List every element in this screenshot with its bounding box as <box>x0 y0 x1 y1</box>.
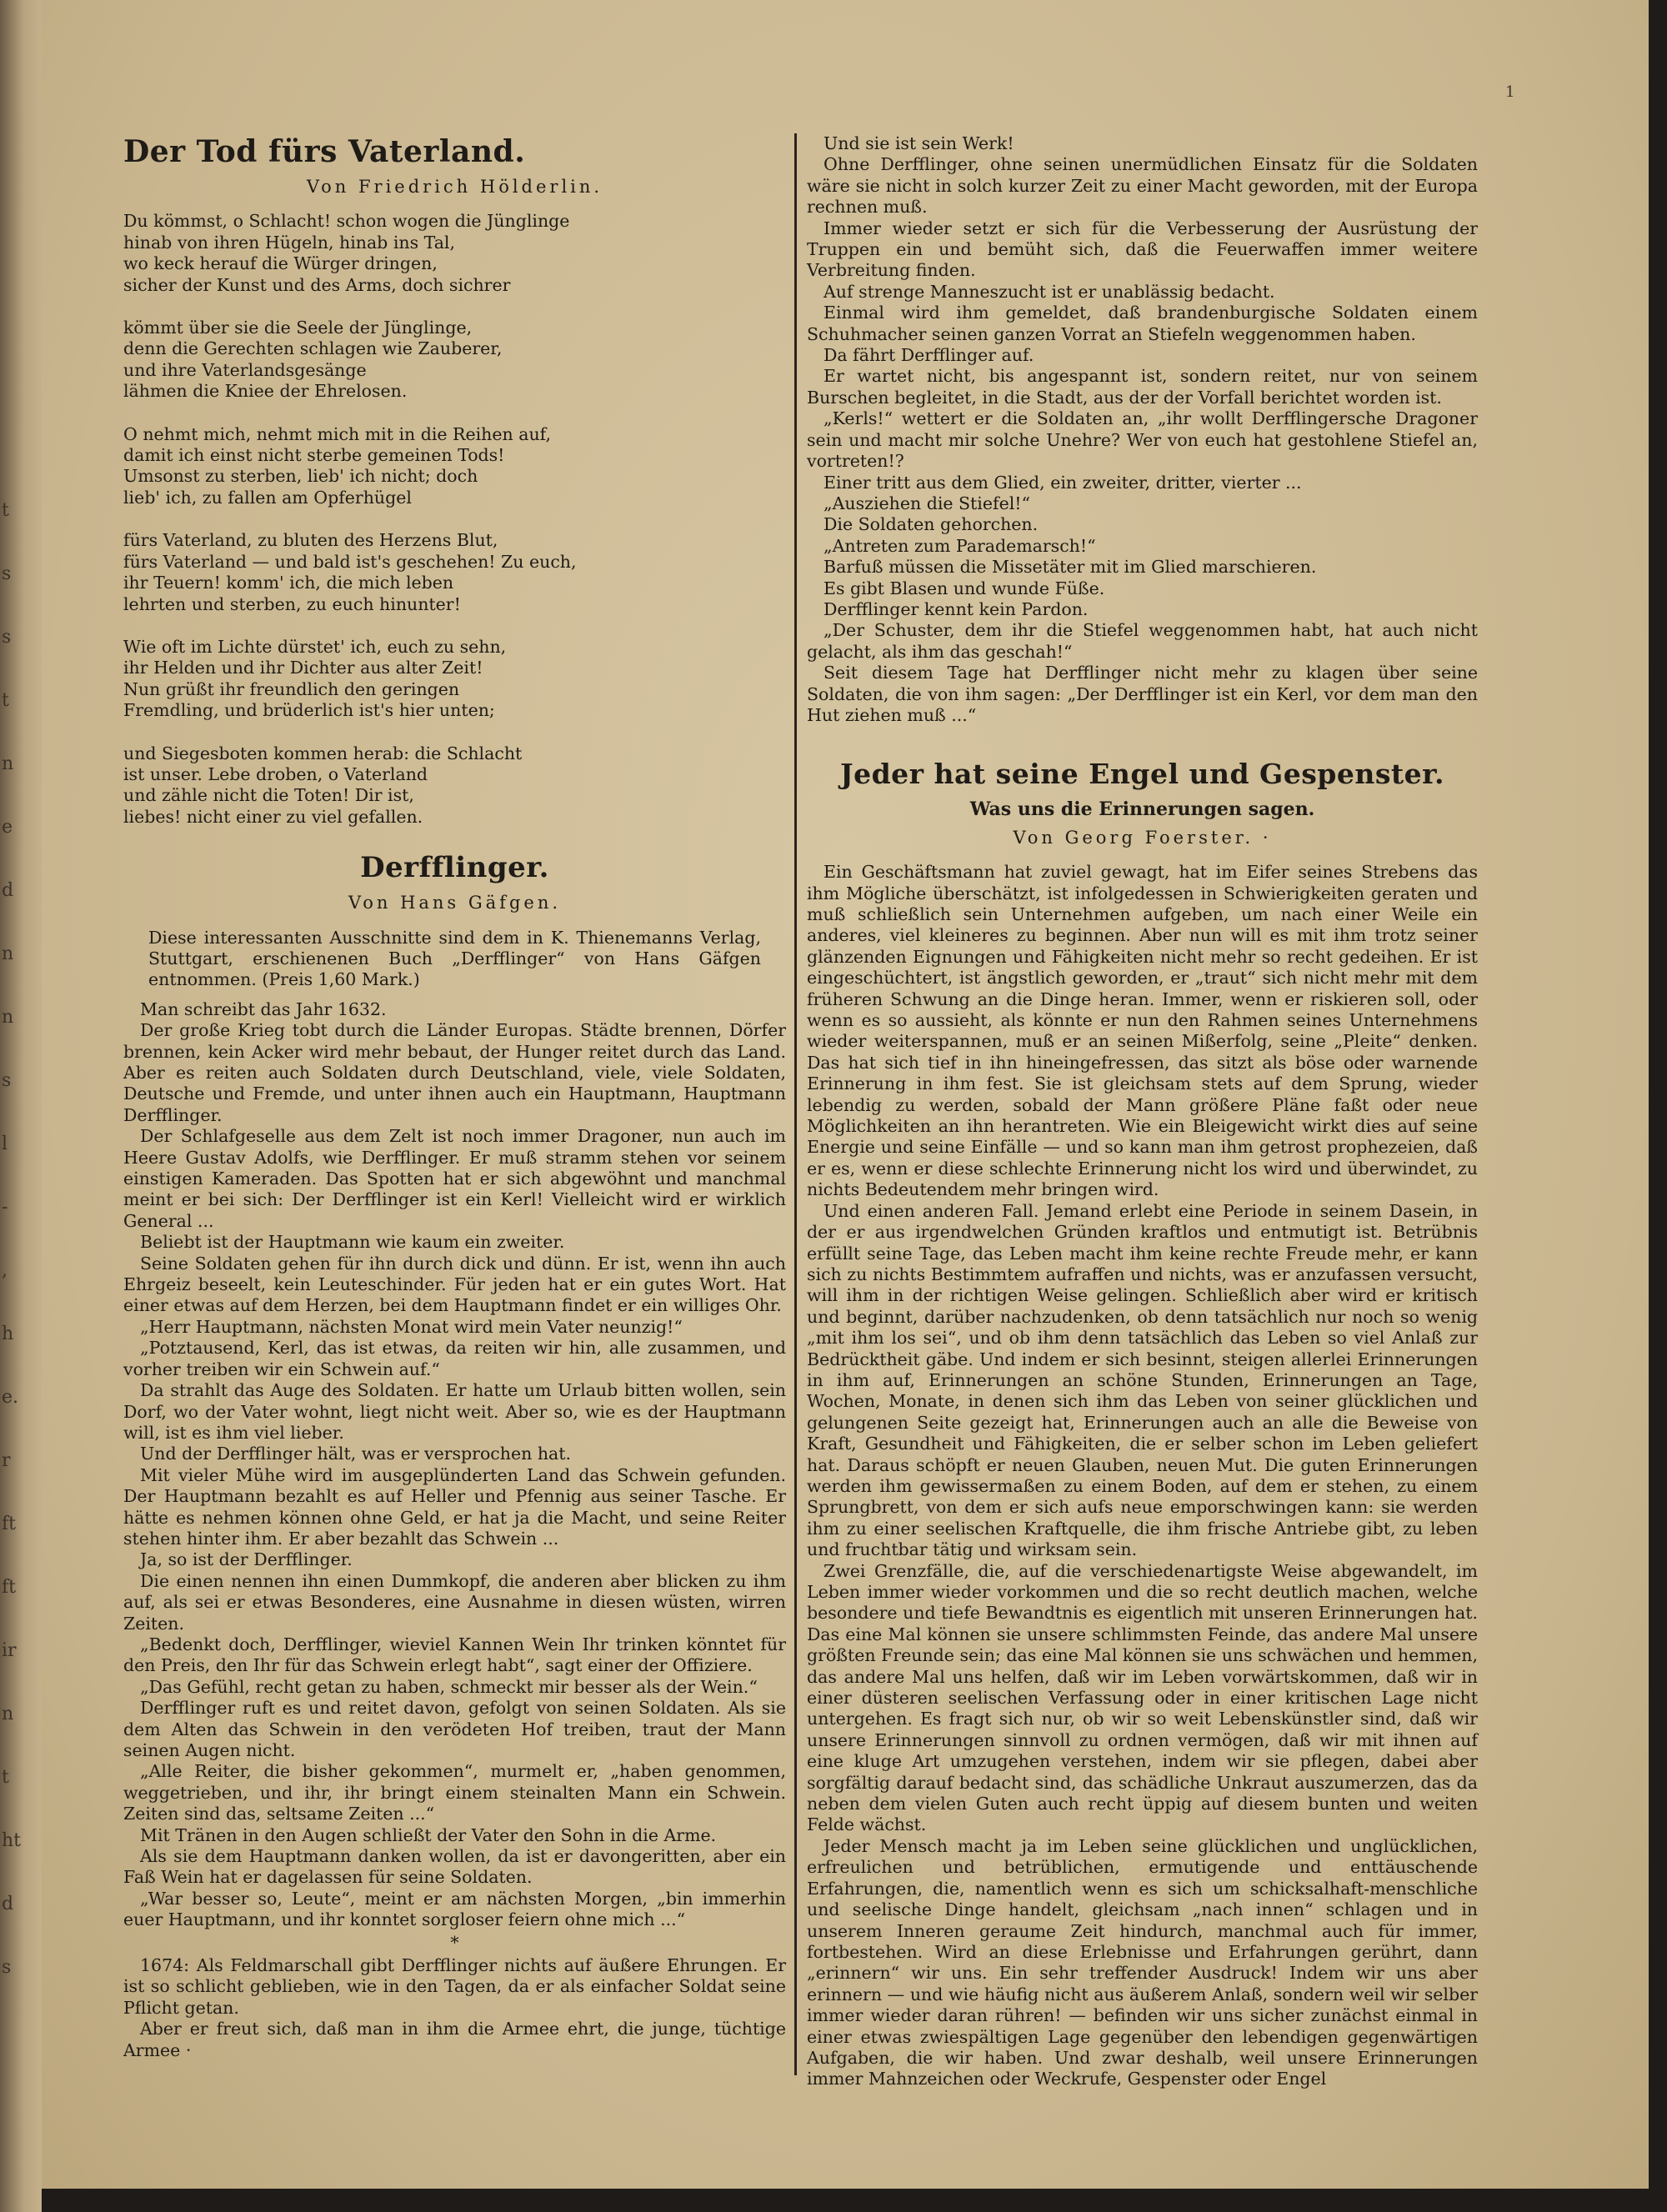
page-corner-mark: 1 <box>1505 83 1515 101</box>
derfflinger-body-after <box>123 1955 786 2061</box>
poem-line: lehrten und sterben, zu euch hinunter! <box>123 593 461 614</box>
poem-stanza <box>123 743 786 828</box>
paragraph: „Der Schuster, dem ihr die Stiefel weggenommen habt, hat auch nicht gelacht, als ihm das geschah!“ <box>807 620 1478 662</box>
paragraph: Es gibt Blasen und wunde Füße. <box>823 578 1105 598</box>
poem-line: ihr Teuern! komm' ich, die mich leben <box>123 573 454 593</box>
poem-line: Wie oft im Lichte dürstet' ich, euch zu sehn, <box>123 636 507 657</box>
poem-line: denn die Gerechten schlagen wie Zauberer, <box>123 338 503 359</box>
paragraph: Mit vieler Mühe wird im ausgeplünderten Land das Schwein gefunden. Der Hauptmann bezahlt es auf Heller und Pfennig aus seiner Tasche. Er hätte es nehmen können ohne Geld, er hat ja die Macht, und seine Reiter stehen hinter ihm. Er aber bezahlt das Schwein ... <box>123 1464 786 1549</box>
gutter-letter: s <box>2 563 12 584</box>
engel-title: Jeder hat seine Engel und Gespenster. <box>839 758 1445 791</box>
right-column <box>807 133 1478 2090</box>
paragraph: Und einen anderen Fall. Jemand erlebt eine Periode in seinem Dasein, in der er aus irgendwelchen Gründen kraftlos und entmutigt ist. Betrübnis erfüllt seine Tage, das Leben macht ihm keine rechte Freude mehr, er kann sich zu nichts Bestimmtem aufraffen und nichts, was er anzufassen versucht, will ihm in der richtigen Weise gelingen. Schließlich aber wird er kritisch und beginnt, darüber nachzudenken, ob denn tatsächlich nur noch so wenig „mit ihm los sei“, und ob ihm denn tatsächlich das Leben so viel Anlaß zur Bedrücktheit gäbe. Und indem er sich besinnt, steigen allerlei Erinnerungen in ihm auf, Erinnerungen an schöne Stunden, Erinnerungen an Tage, Wochen, Monate, in denen sich ihm das Leben von seiner glücklichen und gelungenen Seite gezeigt hat, Erinnerungen auch an alle die Beweise von Kraft, Gesundheit und Fähigkeiten, die er selber schon im Leben geliefert hat. Daraus schöpft er neuen Glauben, neuen Mut. Die guten Erinnerungen werden ihm gewissermaßen zu einem Boden, auf dem er stehen, zu einem Sprungbrett, von dem er sich aufs neue emporschwingen kann: sie werden ihm zu einer seelischen Kraftquelle, die ihm frische Antriebe gibt, zu leben und fruchtbar tätig und wirksam sein. <box>807 1200 1478 1560</box>
poem-line: Umsonst zu sterben, lieb' ich nicht; doch <box>123 466 478 487</box>
paragraph: „Alle Reiter, die bisher gekommen“, murmelt er, „haben genommen, weggetrieben, und ihr, ihr bringt einem steinalten Mann ein Schwein. Zeiten sind das, seltsame Zeiten ...“ <box>123 1761 786 1824</box>
gutter-letter: s <box>2 1957 12 1978</box>
poem-line: lieb' ich, zu fallen am Opferhügel <box>123 487 412 508</box>
poem-line: kömmt über sie die Seele der Jünglinge, <box>123 318 473 338</box>
poem-line: damit ich einst nicht sterbe gemeinen Tods! <box>123 445 505 466</box>
gutter-letter: ht <box>2 1830 22 1851</box>
paragraph: Derfflinger kennt kein Pardon. <box>823 598 1089 619</box>
gutter-letter: s <box>2 627 12 648</box>
derfflinger-intro: Diese interessanten Ausschnitte sind dem in K. Thienemanns Verlag, Stuttgart, erschienenen Buch „Derfflinger“ von Hans Gäfgen entnommen. (Preis 1,60 Mark.) <box>148 927 761 990</box>
gutter-letter: n <box>2 753 14 774</box>
paragraph: 1674: Als Feldmarschall gibt Derfflinger nichts auf äußere Ehrungen. Er ist so schlicht geblieben, wie in den Tagen, da er als einfacher Soldat seine Pflicht getan. <box>123 1955 786 2018</box>
paragraph: Seine Soldaten gehen für ihn durch dick und dünn. Er ist, wenn ihn auch Ehrgeiz beseelt, kein Leuteschinder. Für jeden hat er ein gutes Wort. Hat einer etwas auf dem Herzen, bei dem Hauptmann findet er ein williges Ohr. <box>123 1253 786 1316</box>
paragraph: Zwei Grenzfälle, die, auf die verschiedenartigste Weise abgewandelt, im Leben immer wieder vorkommen und die so recht deutlich machen, welche besondere und tiefe Bewandtnis es eigentlich mit unseren Erinnerungen hat. Das eine Mal können sie unsere schlimmsten Feinde, das andere Mal unsere größten Freunde sein; das eine Mal können sie uns schwächen und hemmen, das andere Mal uns helfen, daß wir im Leben vorwärtskommen, daß wir in einer düsteren seelischen Verfassung oder in einer kritischen Lage nicht untergehen. Es fragt sich nur, ob wir so weit Lebenskünstler sind, daß wir unsere Erinnerungen sinnvoll zu ordnen vermögen, daß wir mit ihnen auf eine kluge Art umzugehen verstehen, indem wir sie pflegen, dabei aber sorgfältig darauf bedacht sind, das schädliche Unkraut auszumerzen, das da neben dem vielen Guten auch recht üppig auf diesem bunten und weiten Felde wächst. <box>807 1560 1478 1835</box>
gutter-letter: ir <box>2 1640 17 1661</box>
paragraph: „Das Gefühl, recht getan zu haben, schmeckt mir besser als der Wein.“ <box>140 1676 758 1697</box>
poem-line: ist unser. Lebe droben, o Vaterland <box>123 763 428 784</box>
derfflinger-byline: Von Hans Gäfgen. <box>348 893 562 913</box>
poem-line: Fremdling, und brüderlich ist's hier unten; <box>123 700 495 721</box>
paragraph: Barfuß müssen die Missetäter mit im Glied marschieren. <box>823 557 1317 578</box>
poem-line: O nehmt mich, nehmt mich mit in die Reihen auf, <box>123 423 552 444</box>
paragraph: Der Schlafgeselle aus dem Zelt ist noch immer Dragoner, nun auch im Heere Gustav Adolfs, wie Derfflinger. Er muß stramm stehen vor seinem einstigen Kameraden. Das Spotten hat er sich abgewöhnt und manchmal meint er bei sich: Der Derfflinger ist ein Kerl! Vielleicht wird er wirklich General ... <box>123 1126 786 1231</box>
derfflinger-body <box>123 999 786 1931</box>
derfflinger-title: Derfflinger. <box>360 851 549 885</box>
paragraph: Ein Geschäftsmann hat zuviel gewagt, hat im Eifer seines Strebens das ihm Mögliche überschätzt, ist infolgedessen in Schwierigkeiten geraten und muß schließlich sein Unternehmen aufgeben, um nach einer Weile ein anderes, viel kleineres zu beginnen. Aber nun will es mit ihm trotz seiner glänzenden Eignungen und Fähigkeiten nicht mehr so recht gedeihen. Er ist eingeschüchtert, ist ängstlich geworden, er „traut“ sich nicht mehr mit dem früheren Schwung an die Dinge heran. Immer, wenn er riskieren soll, oder wenn es so aussieht, als könnte er nun den Rahmen seines Unternehmens wieder weiterspannen, muß er an seinen Mißerfolg, seine „Pleite“ denken. Das hat sich tief in ihn hineingefressen, das sitzt als böse oder warnende Erinnerung in ihm fest. Sie ist gleichsam stets auf dem Sprung, wieder lebendig zu werden, sobald der Mann größere Pläne faßt oder neue Möglichkeiten an ihn herantreten. Wie ein Bleigewicht wirkt dies auf seine Energie und seine Einfälle — und so kann man ihm getrost prophezeien, daß er es, wenn er diese schlechte Erinnerung nicht los wird und überwindet, zu nichts Bedeutendem mehr bringen wird. <box>807 862 1478 1200</box>
poem-body <box>123 211 786 828</box>
gutter-letter: ft <box>2 1514 16 1534</box>
paragraph: Als sie dem Hauptmann danken wollen, da ist er davongeritten, aber ein Faß Wein hat er dagelassen für seine Soldaten. <box>123 1846 786 1888</box>
paragraph: Und der Derfflinger hält, was er versprochen hat. <box>140 1444 572 1464</box>
paragraph: Beliebt ist der Hauptmann wie kaum ein zweiter. <box>140 1232 565 1253</box>
engel-subtitle: Was uns die Erinnerungen sagen. <box>969 798 1315 821</box>
poem-line: fürs Vaterland — und bald ist's geschehen! Zu euch, <box>123 551 577 572</box>
paragraph: „War besser so, Leute“, meint er am nächsten Morgen, „bin immerhin euer Hauptmann, und ihr konntet sorgloser feiern ohne mich ...“ <box>123 1888 786 1930</box>
poem-stanza <box>123 424 786 509</box>
gutter-letter: ft <box>2 1577 16 1598</box>
paragraph: Jeder Mensch macht ja im Leben seine glücklichen und unglücklichen, erfreulichen und betrüblichen, ermutigende und enttäuschende Erfahrungen, die, namentlich wenn es sich um schicksalhaft-menschliche und seelische Dinge handelt, gleichsam „nach innen“ schlagen und in unserem Inneren geraume Zeit hindurch, manchmal auch für immer, fortbestehen. Wird an diese Erlebnisse und Erfahrungen gerührt, dann „erinnern“ wir uns. Ein sehr treffender Ausdruck! Indem wir uns aber erinnern — und wie häufig nicht aus äußerem Anlaß, sondern weil wir selber immer wieder daran rühren! — befinden wir uns sicher zunächst einmal in einer etwas zwiespältigen Lage gegenüber den lebendigen gegenwärtigen Aufgaben, die wir haben. Und zwar deshalb, weil unsere Erinnerungen immer Mahnzeichen oder Weckrufe, Gespenster oder Engel <box>807 1835 1478 2089</box>
gutter-letter: h <box>2 1324 14 1344</box>
gutter-letter: e <box>2 817 13 838</box>
paragraph: Die einen nennen ihn einen Dummkopf, die anderen aber blicken zu ihm auf, als sei er etwas Besonderes, eine Ausnahme in diesen wüsten, wirren Zeiten. <box>123 1570 786 1634</box>
paragraph: Er wartet nicht, bis angespannt ist, sondern reitet, nur von seinem Burschen begleitet, in die Stadt, aus der der Vorfall berichtet worden ist. <box>807 366 1478 408</box>
poem-line: und ihre Vaterlandsgesänge <box>123 359 367 380</box>
paragraph: „Antreten zum Parademarsch!“ <box>823 535 1096 556</box>
gutter-letter: r <box>2 1450 11 1471</box>
paragraph: Immer wieder setzt er sich für die Verbesserung der Ausrüstung der Truppen ein und bemüht sich, daß die Feuerwaffen immer weitere Verbreitung finden. <box>807 218 1478 281</box>
poem-line: ihr Helden und ihr Dichter aus alter Zeit! <box>123 658 483 678</box>
poem-stanza <box>123 637 786 722</box>
poem-line: fürs Vaterland, zu bluten des Herzens Blut, <box>123 530 498 551</box>
engel-body <box>807 862 1478 2090</box>
paragraph: Derfflinger ruft es und reitet davon, gefolgt von seinen Soldaten. Als sie dem Alten das Schwein in den verödeten Hof treiben, traut der Mann seinen Augen nicht. <box>123 1698 786 1760</box>
poem-line: und zähle nicht die Toten! Dir ist, <box>123 785 414 806</box>
poem-title: Der Tod fürs Vaterland. <box>123 134 526 169</box>
gutter-letter: n <box>2 1704 14 1724</box>
poem-line: hinab von ihren Hügeln, hinab ins Tal, <box>123 232 455 253</box>
poem-stanza <box>123 211 786 296</box>
paragraph: Die Soldaten gehorchen. <box>823 514 1039 535</box>
paragraph: Der große Krieg tobt durch die Länder Europas. Städte brennen, Dörfer brennen, kein Acker wird mehr bebaut, der Hunger reitet durch das Land. Aber es reiten auch Soldaten durch Deutschland, viele, viele Soldaten, Deutsche und Fremde, und unter ihnen auch ein Hauptmann, Hauptmann Derfflinger. <box>123 1020 786 1125</box>
paragraph: Da strahlt das Auge des Soldaten. Er hatte um Urlaub bitten wollen, sein Dorf, wo der Vater wohnt, liegt nicht weit. Aber so, wie es der Hauptmann will, ist es ihm viel lieber. <box>123 1380 786 1443</box>
left-column <box>123 133 786 2061</box>
gutter-letter: d <box>2 1894 14 1914</box>
column-divider <box>794 133 797 2075</box>
poem-stanza <box>123 530 786 615</box>
gutter-letter: t <box>2 1767 9 1788</box>
poem-line: wo keck herauf die Würger dringen, <box>123 253 438 274</box>
gutter-letter: d <box>2 880 14 901</box>
paragraph: Und sie ist sein Werk! <box>823 133 1014 153</box>
derfflinger-continued <box>807 133 1478 726</box>
section-separator: * <box>450 1932 459 1953</box>
gutter-letter: e. <box>2 1387 19 1408</box>
gutter-letter: t <box>2 690 9 711</box>
page-edge-right <box>1649 0 1667 2212</box>
paragraph: Einmal wird ihm gemeldet, daß brandenburgische Soldaten einem Schuhmacher seinen ganzen Vorrat an Stiefeln weggenommen haben. <box>807 303 1478 344</box>
gutter-letter: n <box>2 1007 14 1028</box>
paragraph: Mit Tränen in den Augen schließt der Vater den Sohn in die Arme. <box>140 1824 717 1845</box>
poem-line: lähmen die Kniee der Ehrelosen. <box>123 381 408 402</box>
paragraph: „Potztausend, Kerl, das ist etwas, da reiten wir hin, alle zusammen, und vorher treiben wir ein Schwein auf.“ <box>123 1338 786 1379</box>
page-edge-bottom <box>42 2189 1649 2212</box>
paragraph: Man schreibt das Jahr 1632. <box>140 998 387 1019</box>
poem-stanza <box>123 318 786 403</box>
paragraph: Einer tritt aus dem Glied, ein zweiter, dritter, vierter ... <box>823 472 1302 493</box>
paragraph: Aber er freut sich, daß man in ihm die Armee ehrt, die junge, tüchtige Armee · <box>123 2019 786 2060</box>
gutter-letter: l <box>2 1134 8 1154</box>
paragraph: Auf strenge Manneszucht ist er unablässig bedacht. <box>823 281 1275 302</box>
paragraph: Ja, so ist der Derfflinger. <box>140 1549 353 1570</box>
paragraph: „Bedenkt doch, Derfflinger, wieviel Kannen Wein Ihr trinken könntet für den Preis, den Ihr für das Schwein erlegt habt“, sagt einer der Offiziere. <box>123 1634 786 1676</box>
paragraph: „Ausziehen die Stiefel!“ <box>823 493 1030 513</box>
gutter-letter: n <box>2 943 14 964</box>
poem-line: Du kömmst, o Schlacht! schon wogen die Jünglinge <box>123 211 570 232</box>
poem-line: sicher der Kunst und des Arms, doch sichrer <box>123 274 511 295</box>
poem-line: Nun grüßt ihr freundlich den geringen <box>123 678 460 699</box>
paragraph: Ohne Derfflinger, ohne seinen unermüdlichen Einsatz für die Soldaten wäre sie nicht in solch kurzer Zeit zu einer Macht geworden, mit der Europa rechnen muß. <box>807 154 1478 218</box>
gutter-letter: t <box>2 500 9 521</box>
poem-line: und Siegesboten kommen herab: die Schlacht <box>123 743 523 763</box>
gutter-letter: , <box>2 1260 8 1281</box>
gutter-letter: s <box>2 1070 12 1091</box>
paragraph: „Kerls!“ wettert er die Soldaten an, „ihr wollt Derfflingersche Dragoner sein und macht mir solche Unehre? Wer von euch hat gestohlene Stiefel an, vortreten!? <box>807 408 1478 472</box>
paragraph: „Herr Hauptmann, nächsten Monat wird mein Vater neunzig!“ <box>140 1316 683 1337</box>
poem-line: liebes! nicht einer zu viel gefallen. <box>123 806 423 827</box>
engel-byline: Von Georg Foerster. · <box>1013 827 1272 848</box>
paragraph: Seit diesem Tage hat Derfflinger nicht mehr zu klagen über seine Soldaten, die von ihm sagen: „Der Derfflinger ist ein Kerl, vor dem man den Hut ziehen muß ...“ <box>807 663 1478 725</box>
paragraph: Da fährt Derfflinger auf. <box>823 345 1034 366</box>
poem-byline: Von Friedrich Hölderlin. <box>306 177 603 197</box>
gutter-letter: - <box>2 1197 8 1218</box>
